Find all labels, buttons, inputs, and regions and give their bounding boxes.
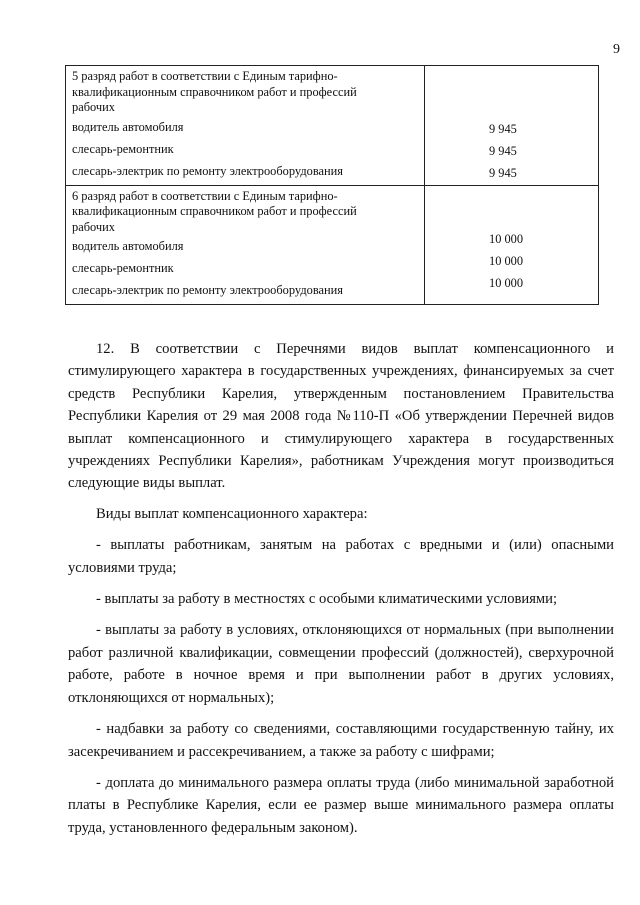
occupation-label: водитель автомобиля — [72, 239, 184, 253]
table-section — [66, 66, 598, 185]
section-value-cell — [425, 66, 598, 185]
section-heading-line: 6 разряд работ в соответствии с Единым тарифно- — [72, 188, 338, 203]
occupation-label: слесарь-ремонтник — [72, 261, 174, 275]
occupation-label: слесарь-электрик по ремонту электрооборудования — [72, 163, 343, 178]
section-value-cell — [425, 186, 598, 305]
wage-value: 10 000 — [489, 253, 524, 268]
section-label-cell — [66, 186, 425, 305]
section-label-cell — [66, 66, 425, 185]
list-item: - надбавки за работу со сведениями, составляющими государственную тайну, их засекречиванием и рассекречиванием, а также за работу с шифрами; — [68, 721, 614, 760]
wage-value: 10 000 — [489, 275, 524, 290]
wage-value: 10 000 — [489, 231, 524, 246]
body-text — [68, 338, 614, 839]
section-heading-line: квалификационным справочником работ и профессий — [72, 84, 357, 99]
list-item: - выплаты работникам, занятым на работах с вредными и (или) опасными условиями труда; — [68, 537, 614, 576]
section-heading-line: рабочих — [72, 100, 115, 114]
compensation-heading: Виды выплат компенсационного характера: — [96, 505, 368, 522]
wage-table — [65, 65, 599, 305]
paragraph-item-12: 12. В соответствии с Перечнями видов выплат компенсационного и стимулирующего характера в государственных учреждениях, финансируемых за счет средств Республики Карелия, утвержденным постановлением Правительства Республики Карелия от 29 мая 2008 года №110-П «Об утверждении Перечней видов выплат компенсационного и стимулирующего характера в государственных учреждениях Республики Карелия», работникам Учреждения могут производиться следующие виды выплат. — [68, 341, 614, 492]
occupation-label: слесарь-электрик по ремонту электрооборудования — [72, 283, 343, 297]
wage-value: 9 945 — [489, 144, 517, 158]
section-heading-line: квалификационным справочником работ и профессий — [72, 204, 357, 218]
table-section — [66, 185, 598, 305]
occupation-label: водитель автомобиля — [72, 119, 184, 134]
wage-value: 9 945 — [489, 122, 517, 136]
list-item: - доплата до минимального размера оплаты труда (либо минимальной заработной платы в Республике Карелия, если ее размер выше минимального размера оплаты труда, установленного федеральным законом). — [68, 774, 614, 836]
occupation-label: слесарь-ремонтник — [72, 141, 174, 156]
page-number: 9 — [613, 42, 620, 57]
section-heading-line: 5 разряд работ в соответствии с Единым тарифно- — [72, 69, 338, 83]
list-item: - выплаты за работу в условиях, отклоняющихся от нормальных (при выполнении работ различной квалификации, совмещении профессий (должностей), сверхурочной работе, работе в ночное время и при выполнении работ в других условиях, отклоняющихся от нормальных); — [68, 622, 614, 706]
wage-value: 9 945 — [489, 166, 517, 180]
list-item: - выплаты за работу в местностях с особыми климатическими условиями; — [96, 591, 558, 608]
section-heading-line: рабочих — [72, 219, 115, 234]
